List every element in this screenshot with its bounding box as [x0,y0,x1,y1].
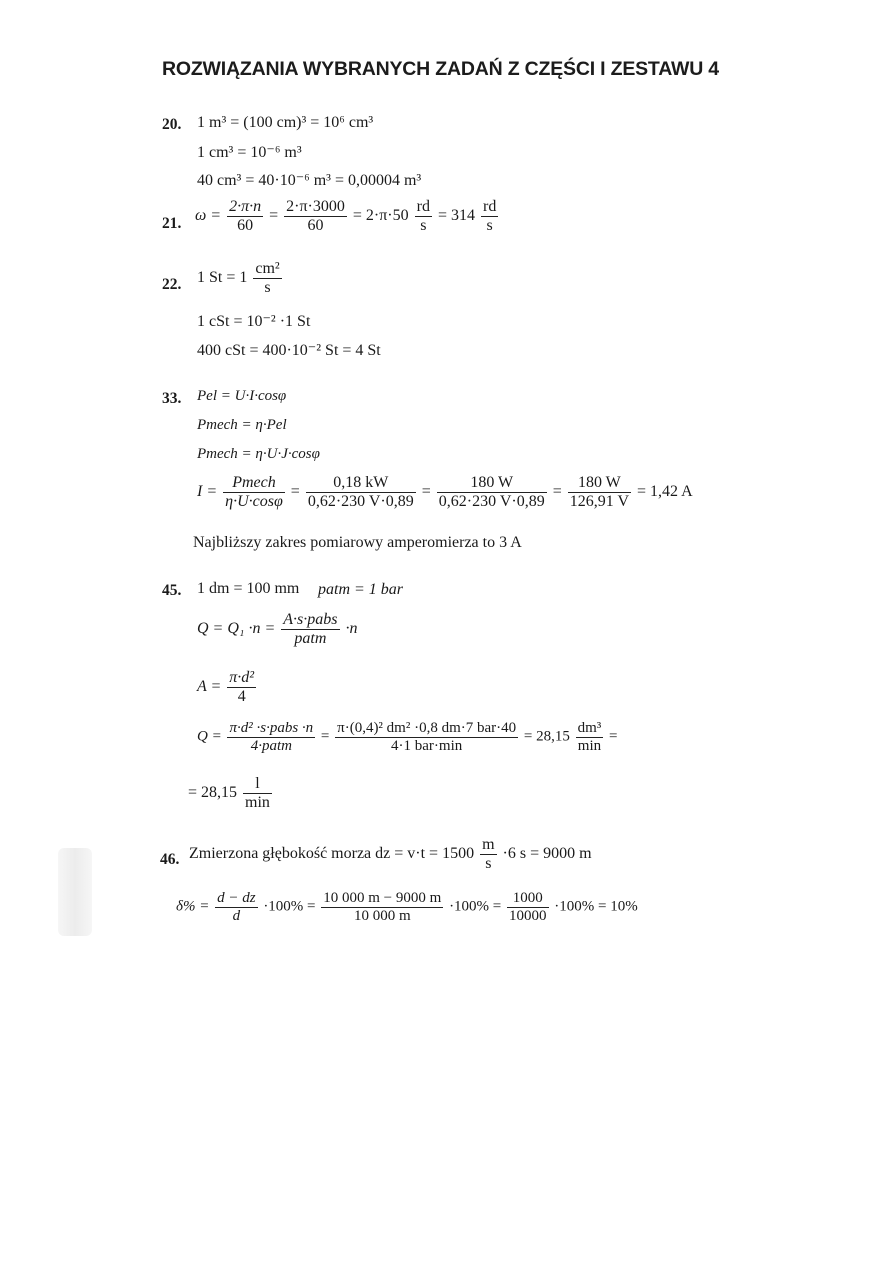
problem-33-conclusion: Najbliższy zakres pomiarowy amperomierza to 3 A [193,534,522,551]
current-lhs: I = [197,482,218,500]
problem-45-line-1a: 1 dm = 100 mm [197,580,300,597]
problem-46-error-equation [176,890,638,924]
error-lhs: δ% = [176,898,210,915]
stokes-lhs: 1 St = 1 [197,268,248,286]
scan-shadow-decoration [58,848,92,936]
problem-20-line-1: 1 m³ = (100 cm)³ = 10⁶ cm³ [197,114,374,131]
intermediate-term: = 2·π·50 [352,206,409,224]
area-lhs: A = [197,677,222,695]
problem-22-line-1 [197,260,284,296]
times-100-percent: ·100% = [263,898,316,915]
depth-result: ·6 s = 9000 m [502,844,592,862]
problem-45-number: 45. [162,582,182,599]
depth-text: Zmierzona głębokość morza dz = v·t = 1500 [189,844,475,862]
problem-22-line-3: 400 cSt = 400·10⁻² St = 4 St [197,342,381,359]
fraction-m-s: $\frac{m}{s}$ [482,836,495,872]
fraction-1000-10000: $\frac{1000}{10000}$ [509,890,547,924]
problem-45-line-1b: patm = 1 bar [318,581,404,598]
problem-33-line-1: Pel = U·I·cosφ [197,388,287,404]
problem-45-flow-result [188,775,274,811]
fraction-flow-numeric: $\frac{\text{π·(0,4)² dm² ·0,8 dm·7 bar·40}}{\text{4·1 bar·min}}$ [337,720,517,754]
problem-45-area-equation [197,669,258,705]
flow-tail: ·n [345,619,358,637]
problem-20-number: 20. [162,116,182,133]
equals-sign: = [269,206,279,224]
problem-45-flow-equation [197,611,358,647]
fraction-pmech-ucos: $\frac{\text{Pmech}}{\eta\cdot U\cdot\cos\varphi}$ [225,474,283,510]
fraction-180w-a: $\frac{180 W}{0,62\cdot 230 V\cdot 0,89}$ [438,474,545,510]
page-heading: ROZWIĄZANIA WYBRANYCH ZADAŃ Z CZĘŚCI I ZESTAWU 4 [162,58,719,80]
error-result: ·100% = 10% [554,898,638,915]
fraction-pid2-4: $\frac{\text{π·d²}}{4}$ [229,669,255,705]
fraction-d-dz-d: $\frac{d - dz}{d}$ [217,890,256,924]
fraction-flow-symbolic: $\frac{\text{π·d² ·s·pabs ·n}}{\text{4·patm}}$ [229,720,314,754]
flow-lhs: Q = Q₁ ·n = [197,619,276,637]
problem-20-line-2: 1 cm³ = 10⁻⁶ m³ [197,144,302,161]
flow-value: = 28,15 [523,728,570,745]
flow-calc-lhs: Q = [197,728,222,745]
equals-sign: = [552,482,562,500]
result-term: = 314 [437,206,475,224]
flow-result-value: = 28,15 [188,783,238,801]
fraction-rd-s: $\frac{rd}{s}$ [416,198,430,234]
fraction-018kw: $\frac{0,18 kW}{0,62\cdot 230 V\cdot 0,89}$ [307,474,414,510]
problem-22-line-2: 1 cSt = 10⁻² ·1 St [197,313,311,330]
problem-22-number: 22. [162,276,182,293]
fraction-180w-b: $\frac{180 W}{126,91 V}$ [569,474,629,510]
problem-20-line-3: 40 cm³ = 40·10⁻⁶ m³ = 0,00004 m³ [197,172,422,189]
fraction-aspabs-patm: $\frac{\text{A·s·pabs}}{\text{patm}}$ [283,611,338,647]
equals-sign: = [320,728,330,745]
omega-lhs: ω = [195,206,222,224]
problem-33-line-3: Pmech = η·U·J·cosφ [197,446,320,462]
fraction-rd-s-result: $\frac{rd}{s}$ [483,198,497,234]
problem-33-number: 33. [162,390,182,407]
problem-33-line-2: Pmech = η·Pel [197,417,287,433]
fraction-dm3-min: $\frac{\text{dm³}}{\min}$ [577,720,602,754]
equals-sign: = [609,728,618,745]
current-result: = 1,42 A [637,482,693,500]
problem-46-number: 46. [160,851,180,868]
fraction-2pi3000-60: $\frac{2\cdot\pi\cdot 3000}{60}$ [286,198,345,234]
problem-46-line-1 [189,836,592,872]
fraction-cm2-s: $\frac{\text{cm²}}{s}$ [255,260,280,296]
equals-sign: = [421,482,431,500]
problem-21-equation [195,198,500,234]
fraction-l-min: $\frac{l}{\min}$ [245,775,270,811]
problem-45-flow-calculation [197,720,618,754]
fraction-10000m: $\frac{10 000 m - 9000 m}{10 000 m}$ [323,890,442,924]
problem-21-number: 21. [162,215,182,232]
equals-sign: = [290,482,300,500]
times-100-percent: ·100% = [449,898,502,915]
problem-33-current-equation [197,474,693,510]
fraction-2pin-60: $\frac{2\cdot\pi\cdot n}{60}$ [229,198,262,234]
